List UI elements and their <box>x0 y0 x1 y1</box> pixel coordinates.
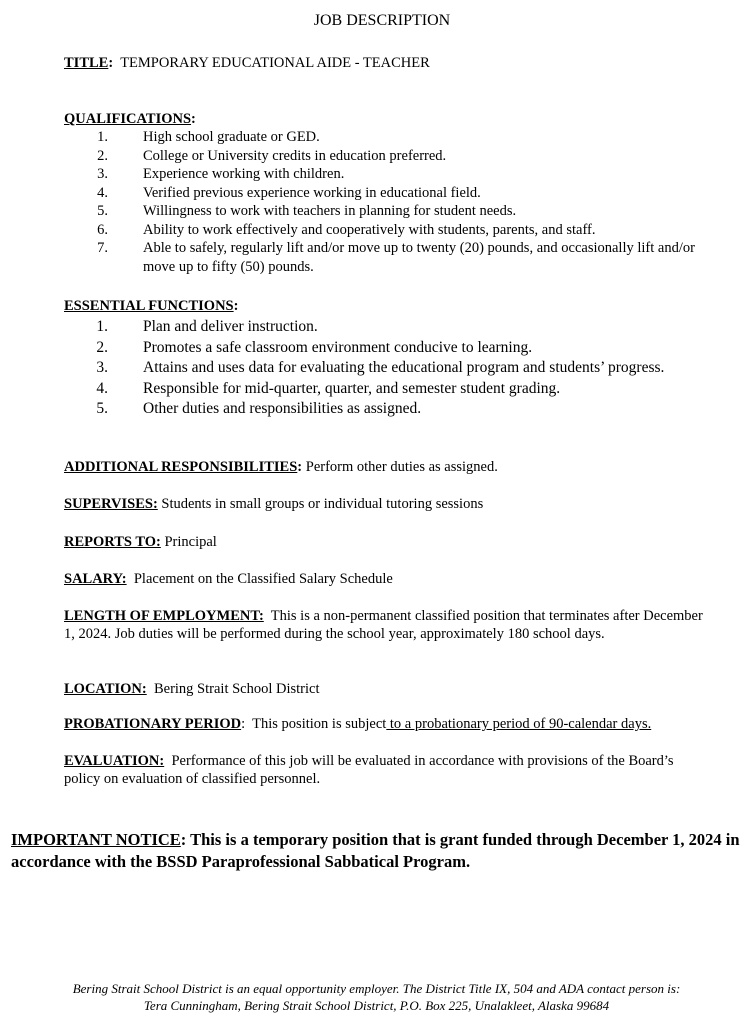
list-item: 2. College or University credits in education preferred. <box>97 147 447 164</box>
essential-functions-list <box>88 317 708 420</box>
list-item: 1. Plan and deliver instruction. <box>96 318 318 335</box>
list-item: 5. Willingness to work with teachers in planning for student needs. <box>97 203 517 219</box>
title-value: TEMPORARY EDUCATIONAL AIDE - TEACHER <box>120 55 430 71</box>
list-item: 2. Promotes a safe classroom environment conducive to learning. <box>96 338 533 356</box>
probationary-period: PROBATIONARY PERIOD: This position is subject to a probationary period of 90-calendar days. <box>64 716 652 732</box>
important-notice: IMPORTANT NOTICE: This is a temporary position that is grant funded through December 1, 2024 in accordance with the BSSD Paraprofessional Sabbatical Program. <box>11 830 740 871</box>
list-item: 7. Able to safely, regularly lift and/or move up to twenty (20) pounds, and occasionally lift and/or move up to fifty (50) pounds. <box>97 240 695 275</box>
list-item: 5. Other duties and responsibilities as assigned. <box>96 400 422 417</box>
list-item: 3. Experience working with children. <box>97 166 345 182</box>
list-item: 1. High school graduate or GED. <box>97 129 320 145</box>
list-item: 3. Attains and uses data for evaluating the educational program and students’ progress. <box>96 359 665 376</box>
salary: SALARY: Placement on the Classified Salary Schedule <box>64 571 393 587</box>
list-item: 4. Verified previous experience working in educational field. <box>97 184 481 201</box>
footer-line-2: Tera Cunningham, Bering Strait School District, P.O. Box 225, Unalakleet, Alaska 99684 <box>143 998 610 1013</box>
footer <box>0 980 747 1014</box>
title-label: TITLE <box>64 55 109 71</box>
list-item: 4. Responsible for mid-quarter, quarter, and semester student grading. <box>96 379 561 397</box>
length-of-employment: LENGTH OF EMPLOYMENT: This is a non-permanent classified position that terminates after December 1, 2024. Job duties will be performed during the school year, approximately 180 school days. <box>64 608 703 642</box>
title-line: TITLE: TEMPORARY EDUCATIONAL AIDE - TEACHER <box>64 55 430 71</box>
qualifications-list <box>88 128 708 276</box>
list-item: 6. Ability to work effectively and cooperatively with students, parents, and staff. <box>97 221 596 238</box>
document-title: JOB DESCRIPTION <box>313 12 451 29</box>
additional-responsibilities: ADDITIONAL RESPONSIBILITIES: Perform other duties as assigned. <box>64 459 498 475</box>
evaluation: EVALUATION: Performance of this job will be evaluated in accordance with provisions of the Board’s policy on evaluation of classified personnel. <box>64 753 674 787</box>
reports-to: REPORTS TO: Principal <box>64 534 217 550</box>
qualifications-heading: QUALIFICATIONS: <box>64 111 196 127</box>
essential-functions-heading: ESSENTIAL FUNCTIONS: <box>64 298 239 314</box>
location: LOCATION: Bering Strait School District <box>64 681 320 697</box>
footer-line-1: Bering Strait School District is an equal opportunity employer. The District Title IX, 504 and ADA contact person is: <box>72 981 681 996</box>
supervises: SUPERVISES: Students in small groups or individual tutoring sessions <box>64 496 484 512</box>
